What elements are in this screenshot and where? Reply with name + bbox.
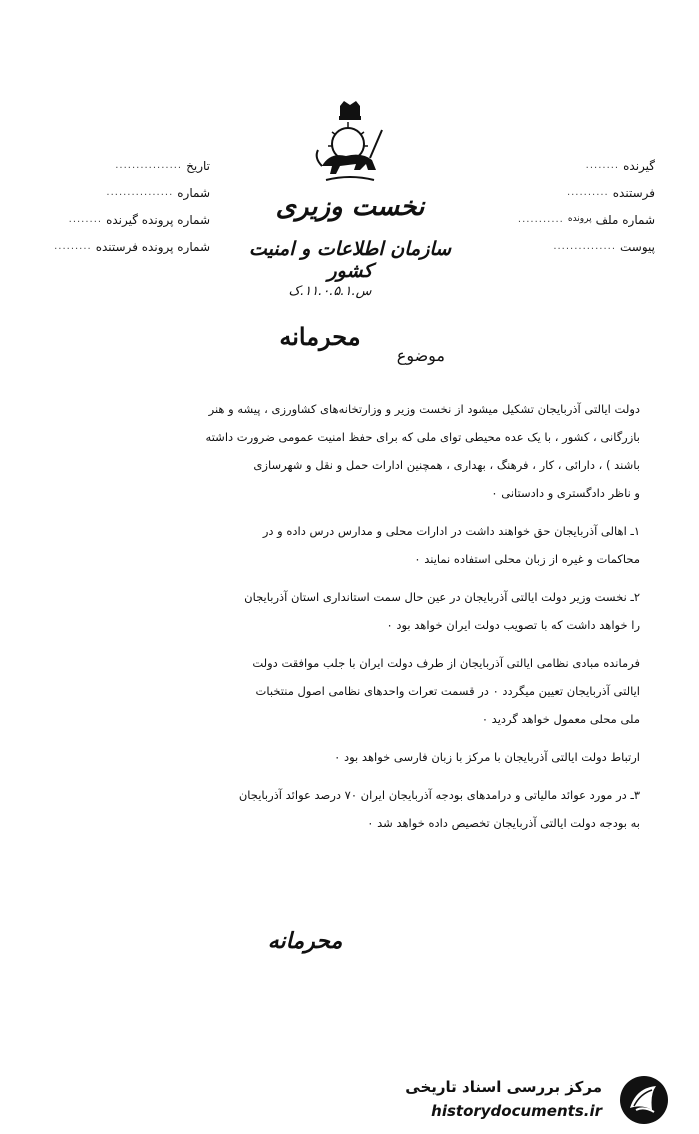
- field-number: [70, 179, 210, 206]
- field-dots: ........: [68, 213, 103, 225]
- field-recipient: [535, 152, 655, 179]
- book-scroll-icon: [616, 1074, 672, 1126]
- body-line: باشند ) ، دارائی ، کار ، فرهنگ ، بهداری ، همچنین ادارات حمل و نقل و شهرسازی: [253, 458, 640, 472]
- field-label: گیرنده: [623, 158, 655, 173]
- field-label: شماره پرونده گیرنده: [106, 212, 210, 227]
- field-date: [70, 152, 210, 179]
- body-line: ۱ـ اهالی آذربایجان حق خواهند داشت در ادارات محلی و مدارس درس داده و در: [262, 524, 640, 538]
- paragraph-gap: [40, 514, 640, 524]
- organization-title: سازمان اطلاعات و امنیت کشور: [248, 238, 452, 282]
- field-attachment: [535, 233, 655, 260]
- classification-bottom: محرمانه: [267, 928, 343, 954]
- body-line: فرمانده مبادی نظامی ایالتی آذربایجان از طرف دولت ایران با جلب موافقت دولت: [252, 656, 640, 670]
- archive-website: historydocuments.ir: [431, 1102, 602, 1120]
- body-line: ایالتی آذربایجان تعیین میگردد ۰ در قسمت تعرات واحدهای نظامی اصول منتخبات: [255, 684, 640, 698]
- paragraph-gap: [40, 740, 640, 750]
- body-line: ارتباط دولت ایالتی آذربایجان با مرکز با زبان فارسی خواهد بود ۰: [334, 750, 640, 764]
- field-sender-file: [54, 233, 210, 260]
- field-label: شماره: [177, 185, 210, 200]
- lion-and-sun-emblem-icon: [310, 100, 390, 192]
- archive-name: مرکز بررسی اسناد تاریخی: [405, 1078, 602, 1096]
- body-line: را خواهد داشت که با تصویب دولت ایران خواهد بود ۰: [386, 618, 640, 632]
- field-label: فرستنده: [612, 185, 655, 200]
- field-sender: [535, 179, 655, 206]
- field-dots: ...........: [517, 213, 564, 225]
- body-line: بازرگانی ، کشور ، با یک عده محیطی توای ملی که برای حفظ امنیت عمومی ضرورت داشته: [205, 430, 640, 444]
- subject-label: موضوع: [396, 346, 445, 365]
- header-fields-left: [54, 152, 210, 260]
- field-label: شماره پرونده فرستنده: [95, 239, 210, 254]
- body-line: ۲ـ نخست وزیر دولت ایالتی آذربایجان در عین حال سمت استانداری استان آذربایجان: [244, 590, 640, 604]
- body-line: ملی محلی معمول خواهد گردید ۰: [481, 712, 640, 726]
- body-line: محاکمات و غیره از زبان محلی استفاده نمایند ۰: [414, 552, 640, 566]
- field-file-number: [517, 206, 655, 233]
- body-line: دولت ایالتی آذربایجان تشکیل میشود از نخست وزیر و وزارتخانه‌های کشاورزی ، پیشه و هنر: [208, 402, 640, 416]
- field-dots: ................: [106, 186, 174, 198]
- archive-watermark: [380, 1072, 680, 1128]
- prime-ministry-title: نخست وزیری: [275, 192, 425, 222]
- body-line: به بودجه دولت ایالتی آذربایجان تخصیص داده خواهد شد ۰: [367, 816, 640, 830]
- paragraph-gap: [40, 580, 640, 590]
- field-label: پیوست: [620, 239, 655, 254]
- body-line: ۳ـ در مورد عوائد مالیاتی و درامدهای بودجه آذربایجان ایران ۷۰ درصد عوائد آذربایجان: [238, 788, 640, 802]
- field-dots: .........: [54, 240, 92, 252]
- document-body: [40, 402, 640, 844]
- body-line: و ناظر دادگستری و دادستانی ۰: [491, 486, 640, 500]
- field-label: تاریخ: [186, 158, 210, 173]
- field-dots: ........: [585, 159, 620, 171]
- field-dots: ...............: [553, 240, 616, 252]
- paragraph-gap: [40, 646, 640, 656]
- field-sublabel: پرونده: [567, 214, 592, 224]
- field-recipient-file: [70, 206, 210, 233]
- field-label: شماره ملف: [595, 212, 655, 227]
- field-dots: ..........: [566, 186, 609, 198]
- field-dots: ................: [115, 159, 183, 171]
- paragraph-gap: [40, 778, 640, 788]
- header-fields-right: [517, 152, 655, 260]
- classification-top: محرمانه: [279, 322, 361, 351]
- reference-code: س.۱۱.۰.۵.۱.ک: [288, 284, 372, 299]
